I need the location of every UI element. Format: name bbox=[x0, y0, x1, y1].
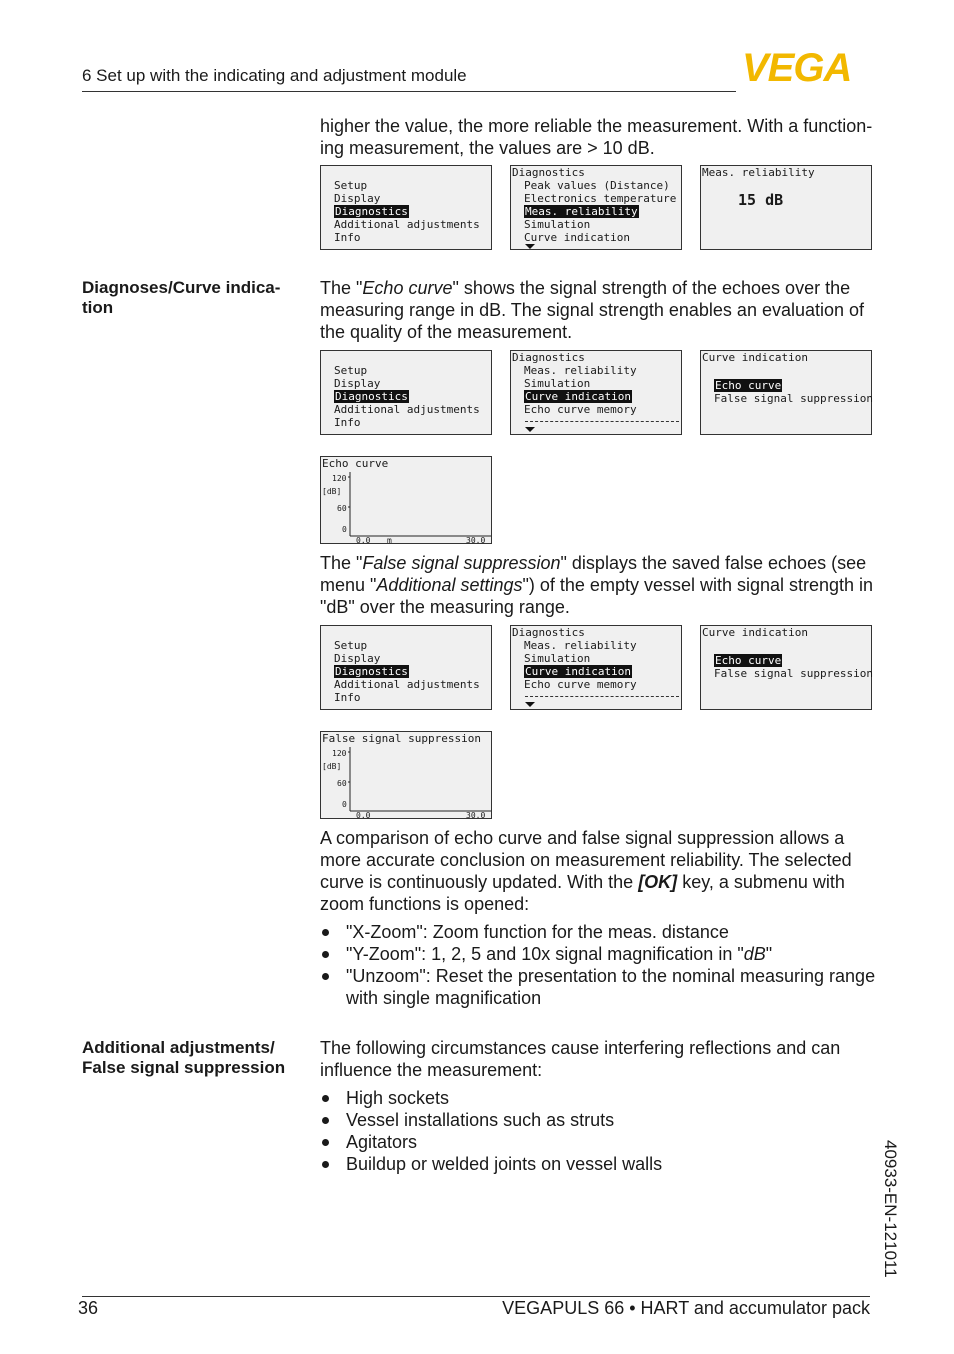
list-item: Agitators bbox=[320, 1131, 880, 1153]
header-section-title: 6 Set up with the indicating and adjustment module bbox=[82, 66, 467, 85]
list-item: Buildup or welded joints on vessel walls bbox=[320, 1153, 880, 1175]
header-rule bbox=[82, 91, 736, 92]
scroll-down-icon bbox=[525, 244, 535, 249]
echo-curve-paragraph: The "Echo curve" shows the signal strength of the echoes over the measuring range in dB. The signal strength enables an evaluation of the quality of the measurement. bbox=[320, 278, 865, 342]
false-signal-paragraph: The "False signal suppression" displays the saved false echoes (see menu "Additional settings") of the empty vessel with signal strength in "dB" over the measuring range. bbox=[320, 553, 874, 617]
page-number: 36 bbox=[78, 1298, 99, 1318]
list-item: "Unzoom": Reset the presentation to the nominal measuring range with single magnification bbox=[320, 965, 880, 1009]
side-label-curve-indication: Diagnoses/Curve indica-tion bbox=[82, 278, 281, 317]
lcd-diagnostics-3: Diagnostics Meas. reliability Simulation Curve indication Echo curve memory bbox=[510, 625, 682, 710]
zoom-bullet-list bbox=[320, 921, 880, 1009]
comparison-paragraph: A comparison of echo curve and false signal suppression allows a more accurate conclusion on measurement reliability. The selected curve is continuously updated. With the [OK] key, a submenu with zoom functions is opened: bbox=[320, 828, 852, 914]
list-item: "Y-Zoom": 1, 2, 5 and 10x signal magnification in "dB" bbox=[320, 943, 880, 965]
false-plot-axes bbox=[321, 732, 493, 820]
footer-product-title: VEGAPULS 66 • HART and accumulator pack bbox=[502, 1298, 870, 1318]
lcd-curve-indication-1: Curve indication Echo curve False signal suppression bbox=[700, 350, 872, 435]
document-id: 40933-EN-121011 bbox=[881, 1140, 900, 1278]
interference-paragraph: The following circumstances cause interfering reflections and can influence the measurement: bbox=[320, 1038, 841, 1080]
interference-bullet-list bbox=[320, 1087, 880, 1175]
lcd-false-signal-plot: False signal suppression 120 [dB] 60 0 0.0 30.0 bbox=[320, 731, 492, 819]
lcd-main-menu-1: Setup Display Diagnostics Additional adjustments Info bbox=[320, 165, 492, 250]
lcd-diagnostics-1: Diagnostics Peak values (Distance) Electronics temperature Meas. reliability Simulation Curve indication bbox=[510, 165, 682, 250]
separator-line bbox=[525, 421, 679, 422]
logo-text: VEGA bbox=[742, 50, 852, 84]
side-label-false-signal: Additional adjustments/ False signal suppression bbox=[82, 1038, 286, 1077]
list-item: High sockets bbox=[320, 1087, 880, 1109]
scroll-down-icon bbox=[525, 427, 535, 432]
lcd-main-menu-2: Setup Display Diagnostics Additional adjustments Info bbox=[320, 350, 492, 435]
echo-plot-axes bbox=[321, 457, 493, 545]
footer-rule bbox=[82, 1296, 870, 1297]
list-item: Vessel installations such as struts bbox=[320, 1109, 880, 1131]
lcd-curve-indication-2: Curve indication Echo curve False signal suppression bbox=[700, 625, 872, 710]
lcd-meas-reliability: Meas. reliability 15 dB bbox=[700, 165, 872, 250]
intro-paragraph: higher the value, the more reliable the measurement. With a function-ing measurement, the values are > 10 dB. bbox=[320, 116, 873, 158]
separator-line bbox=[525, 696, 679, 697]
lcd-diagnostics-2: Diagnostics Meas. reliability Simulation Curve indication Echo curve memory bbox=[510, 350, 682, 435]
scroll-down-icon bbox=[525, 702, 535, 707]
lcd-main-menu-3: Setup Display Diagnostics Additional adjustments Info bbox=[320, 625, 492, 710]
lcd-echo-curve-plot: Echo curve 120 [dB] 60 0 0.0 m 30.0 bbox=[320, 456, 492, 544]
list-item: "X-Zoom": Zoom function for the meas. distance bbox=[320, 921, 880, 943]
vega-logo bbox=[742, 50, 872, 89]
